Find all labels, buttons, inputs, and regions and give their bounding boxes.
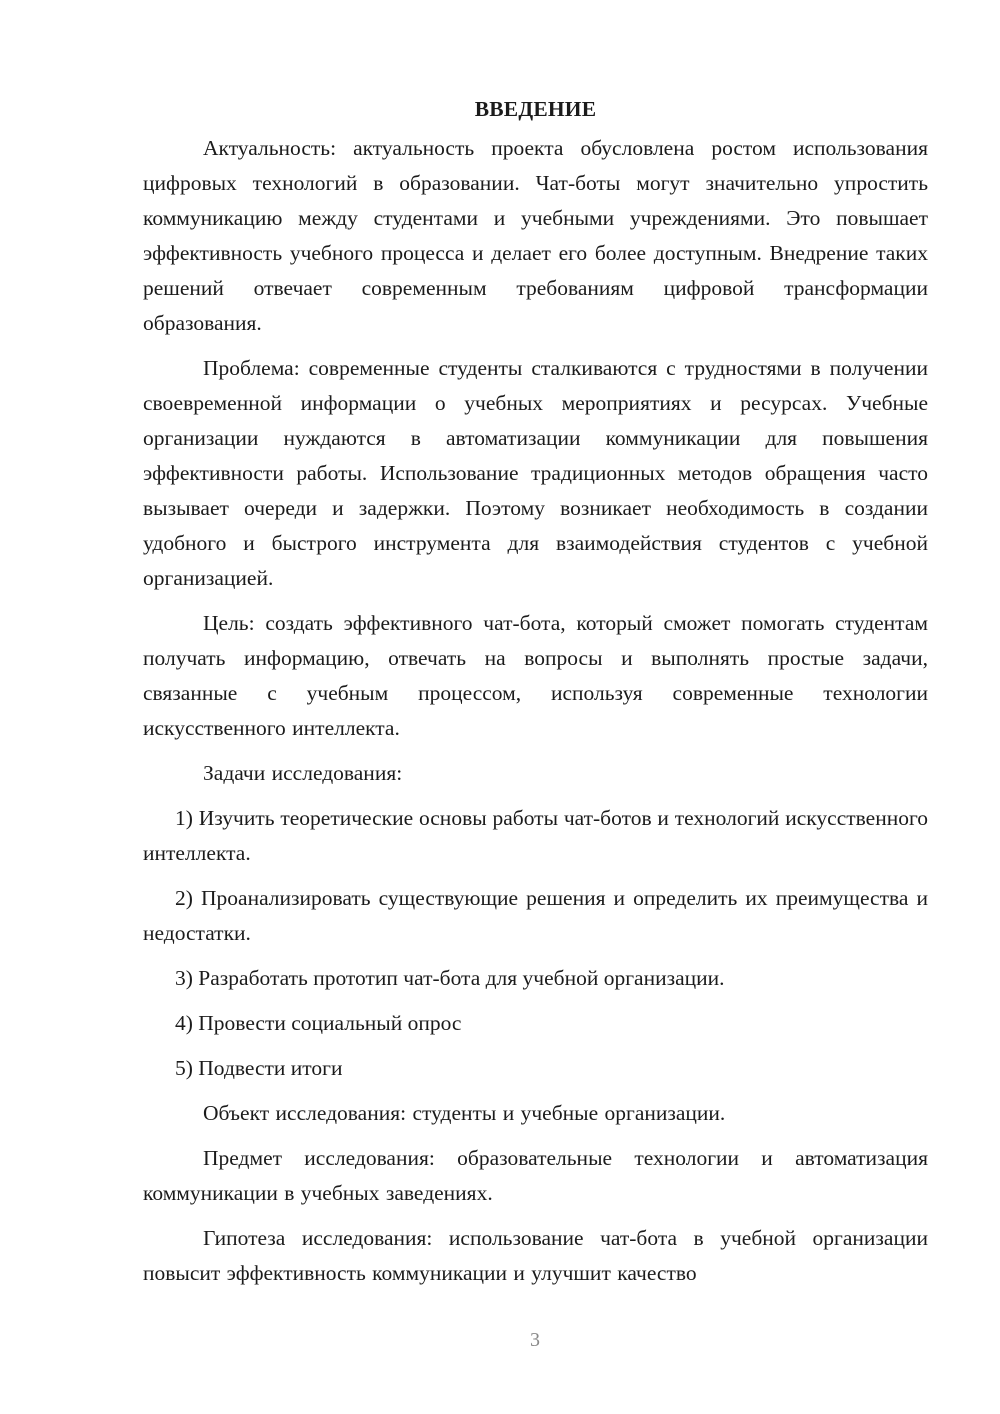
- task-item-4: 4) Провести социальный опрос: [175, 1011, 462, 1035]
- paragraph-problem: Проблема: современные студенты сталкиваются с трудностями в получении своевременной информации о учебных мероприятиях и ресурсах. Учебные организации нуждаются в автоматизации коммуникации для повышения эффективности работы. Использование традиционных методов обращения часто вызывает очереди и задержки. Поэтому возникает необходимость в создании удобного и быстрого инструмента для взаимодействия студентов с учебной организацией.: [143, 356, 928, 590]
- page-number: 3: [530, 1329, 540, 1351]
- document-page: [143, 92, 928, 1291]
- tasks-heading: Задачи исследования:: [203, 761, 403, 785]
- task-item-1: 1) Изучить теоретические основы работы чат-ботов и технологий искусственного интеллекта.: [143, 806, 928, 865]
- paragraph-hypothesis: Гипотеза исследования: использование чат-бота в учебной организации повысит эффективность коммуникации и улучшит качество: [143, 1226, 928, 1285]
- task-item-5: 5) Подвести итоги: [175, 1056, 343, 1080]
- paragraph-subject: Предмет исследования: образовательные технологии и автоматизация коммуникации в учебных заведениях.: [143, 1146, 928, 1205]
- paragraph-relevance: Актуальность: актуальность проекта обусловлена ростом использования цифровых технологий в образовании. Чат-боты могут значительно упростить коммуникацию между студентами и учебными учреждениями. Это повышает эффективность учебного процесса и делает его более доступным. Внедрение таких решений отвечает современным требованиям цифровой трансформации образования.: [143, 136, 928, 335]
- task-item-3: 3) Разработать прототип чат-бота для учебной организации.: [175, 966, 725, 990]
- task-item-2: 2) Проанализировать существующие решения и определить их преимущества и недостатки.: [143, 886, 928, 945]
- section-title: ВВЕДЕНИЕ: [474, 97, 597, 121]
- paragraph-goal: Цель: создать эффективного чат-бота, который сможет помогать студентам получать информацию, отвечать на вопросы и выполнять простые задачи, связанные с учебным процессом, используя современные технологии искусственного интеллекта.: [143, 611, 928, 740]
- paragraph-object: Объект исследования: студенты и учебные организации.: [203, 1101, 726, 1125]
